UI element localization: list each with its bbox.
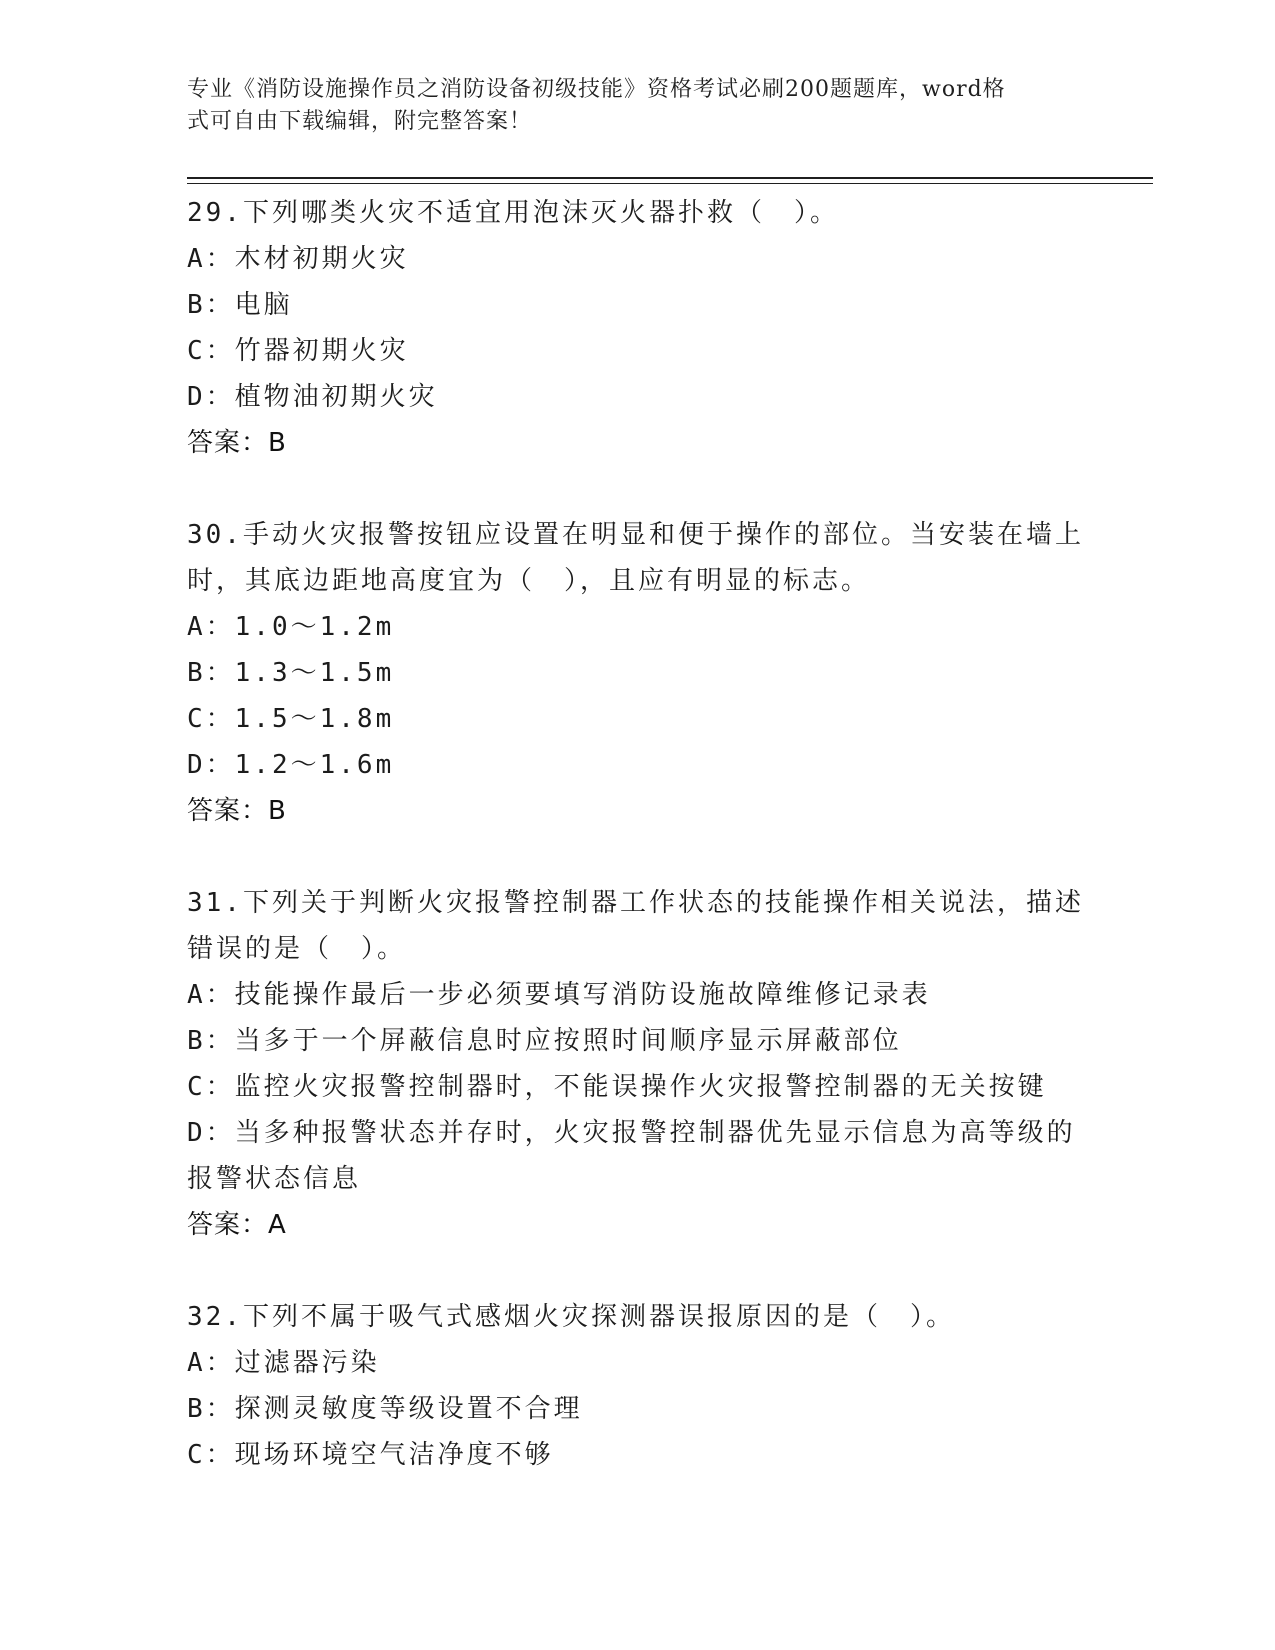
option-a: A：技能操作最后一步必须要填写消防设施故障维修记录表 [187, 980, 931, 1010]
question-31 [187, 880, 1087, 1248]
document-header [187, 74, 1067, 138]
header-line-1: 专业《消防设施操作员之消防设备初级技能》资格考试必刷200题题库，word格 [187, 77, 1006, 102]
option-b: B：当多于一个屏蔽信息时应按照时间顺序显示屏蔽部位 [187, 1026, 902, 1056]
option-a: A：1.0～1.2m [187, 612, 395, 642]
question-30 [187, 512, 1087, 834]
question-stem-line-1: 31.下列关于判断火灾报警控制器工作状态的技能操作相关说法，描述 [187, 888, 1084, 918]
option-d-line-2: 报警状态信息 [187, 1164, 362, 1194]
option-b: B：探测灵敏度等级设置不合理 [187, 1394, 583, 1424]
question-stem-line-2: 时，其底边距地高度宜为（ ），且应有明显的标志。 [187, 566, 871, 596]
question-32 [187, 1294, 1087, 1478]
option-b: B：电脑 [187, 290, 293, 320]
option-d-line-1: D：当多种报警状态并存时，火灾报警控制器优先显示信息为高等级的 [187, 1118, 1076, 1148]
answer-label: 答案：B [187, 428, 287, 458]
option-c: C：1.5～1.8m [187, 704, 395, 734]
question-stem-line-1: 30.手动火灾报警按钮应设置在明显和便于操作的部位。当安装在墙上 [187, 520, 1084, 550]
question-list [187, 190, 1087, 1524]
answer-label: 答案：B [187, 796, 287, 826]
question-stem: 32.下列不属于吸气式感烟火灾探测器误报原因的是（ ）。 [187, 1302, 955, 1332]
answer-label: 答案：A [187, 1210, 287, 1240]
question-stem: 29.下列哪类火灾不适宜用泡沫灭火器扑救（ ）。 [187, 198, 839, 228]
option-a: A：木材初期火灾 [187, 244, 409, 274]
option-a: A：过滤器污染 [187, 1348, 380, 1378]
option-d: D：植物油初期火灾 [187, 382, 438, 412]
option-c: C：现场环境空气洁净度不够 [187, 1440, 554, 1470]
question-29 [187, 190, 1087, 466]
option-c: C：竹器初期火灾 [187, 336, 409, 366]
option-d: D：1.2～1.6m [187, 750, 395, 780]
header-line-2: 式可自由下载编辑，附完整答案！ [187, 109, 533, 134]
option-b: B：1.3～1.5m [187, 658, 395, 688]
option-c: C：监控火灾报警控制器时，不能误操作火灾报警控制器的无关按键 [187, 1072, 1047, 1102]
question-stem-line-2: 错误的是（ ）。 [187, 934, 407, 964]
header-divider-thin [187, 183, 1153, 184]
header-divider-thick [187, 177, 1153, 179]
